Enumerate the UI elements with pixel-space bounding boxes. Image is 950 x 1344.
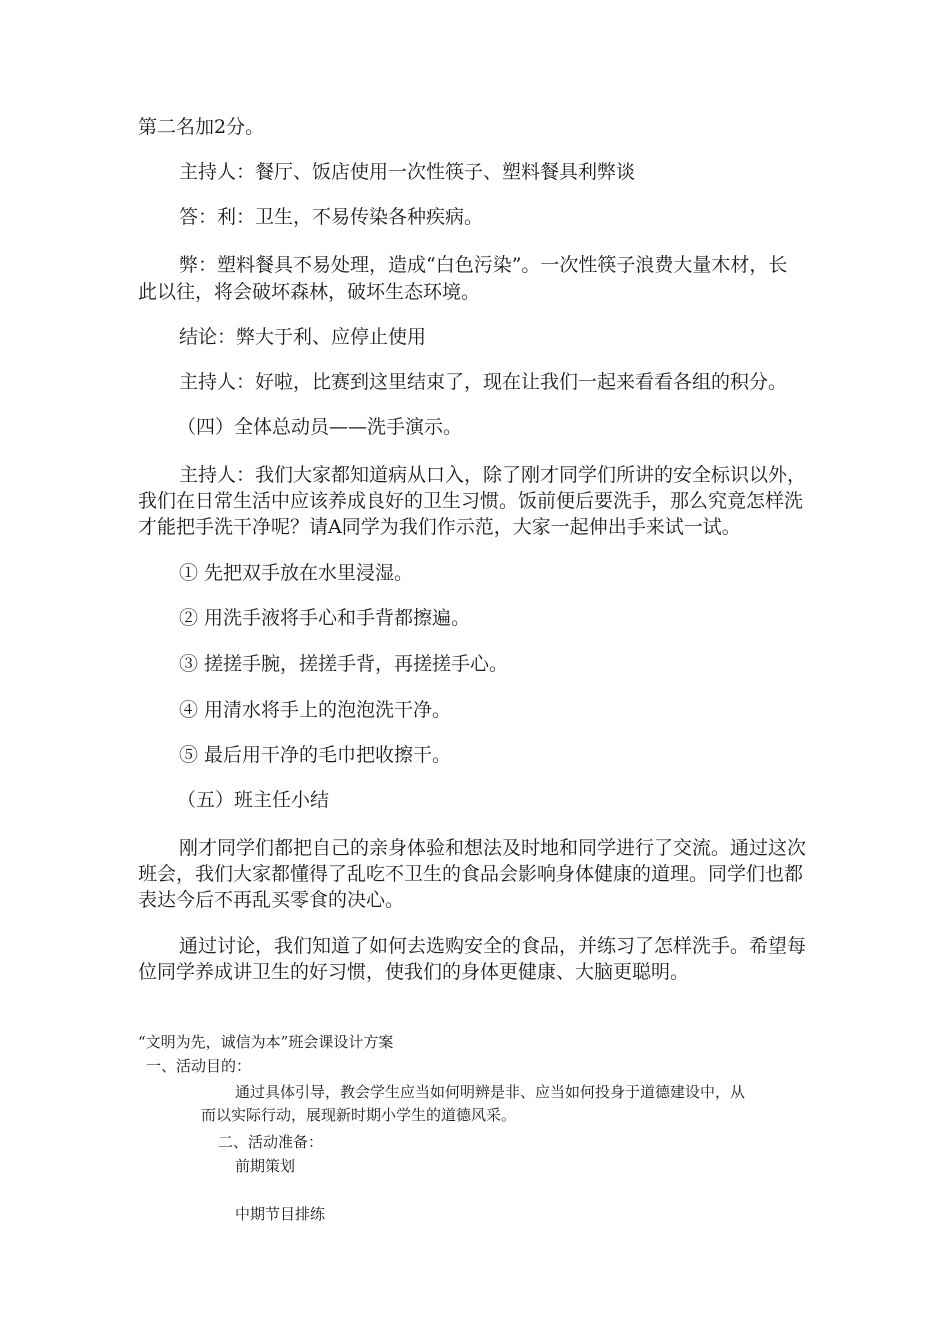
text-line: 才能把手洗干净呢？请A同学为我们作示范，大家一起伸出手来试一试。 bbox=[138, 516, 741, 538]
text-line: 弊：塑料餐具不易处理，造成“白色污染”。一次性筷子浪费大量木材，长 bbox=[179, 254, 788, 276]
list-item: ② 用洗手液将手心和手背都擦遍。 bbox=[179, 607, 471, 629]
list-item: ③ 搓搓手腕，搓搓手背，再搓搓手心。 bbox=[179, 653, 509, 675]
section-heading: 二、活动准备： bbox=[218, 1133, 324, 1151]
section-heading: 一、活动目的： bbox=[146, 1057, 252, 1075]
text-line: 我们在日常生活中应该养成良好的卫生习惯。饭前便后要洗手，那么究竟怎样洗 bbox=[138, 490, 804, 512]
text-line: 班会，我们大家都懂得了乱吃不卫生的食品会影响身体健康的道理。同学们也都 bbox=[138, 863, 804, 885]
text-line: 主持人：我们大家都知道病从口入，除了刚才同学们所讲的安全标识以外， bbox=[179, 464, 807, 486]
text-line: 而以实际行动，展现新时期小学生的道德风采。 bbox=[201, 1106, 517, 1124]
list-item: 前期策划 bbox=[235, 1157, 296, 1175]
list-item: ④ 用清水将手上的泡泡洗干净。 bbox=[179, 699, 452, 721]
list-item: ① 先把双手放在水里浸湿。 bbox=[179, 562, 414, 584]
text-line: 主持人：好啦，比赛到这里结束了，现在让我们一起来看看各组的积分。 bbox=[179, 371, 788, 393]
list-item: 中期节目排练 bbox=[235, 1205, 326, 1223]
text-line: 主持人：餐厅、饭店使用一次性筷子、塑料餐具利弊谈 bbox=[179, 161, 636, 183]
text-line: 刚才同学们都把自己的亲身体验和想法及时地和同学进行了交流。通过这次 bbox=[179, 837, 807, 859]
section-heading: （四）全体总动员——洗手演示。 bbox=[177, 416, 463, 438]
list-item: ⑤ 最后用干净的毛巾把收擦干。 bbox=[179, 744, 452, 766]
text-line: 此以往，将会破坏森林，破坏生态环境。 bbox=[138, 281, 481, 303]
plan-title: “文明为先，诚信为本”班会课设计方案 bbox=[138, 1033, 394, 1051]
text-line: 结论：弊大于利、应停止使用 bbox=[179, 326, 427, 348]
text-line: 表达今后不再乱买零食的决心。 bbox=[138, 889, 405, 911]
section-heading: （五）班主任小结 bbox=[177, 789, 330, 811]
text-line: 位同学养成讲卫生的好习惯，使我们的身体更健康、大脑更聪明。 bbox=[138, 961, 690, 983]
text-line: 通过讨论，我们知道了如何去选购安全的食品，并练习了怎样洗手。希望每 bbox=[179, 935, 807, 957]
text-line: 答：利：卫生，不易传染各种疾病。 bbox=[179, 206, 484, 228]
text-line: 第二名加2分。 bbox=[138, 116, 265, 138]
text-line: 通过具体引导，教会学生应当如何明辨是非、应当如何投身于道德建设中，从 bbox=[235, 1083, 746, 1101]
